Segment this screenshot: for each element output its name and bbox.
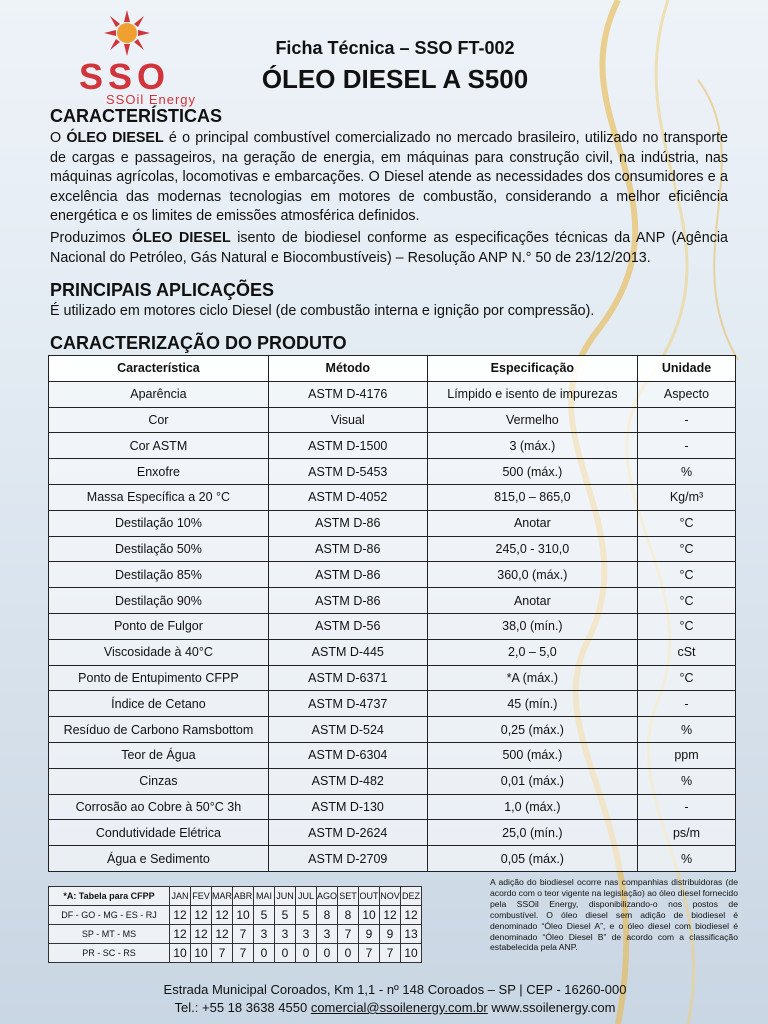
table-cell: 815,0 – 865,0 [427,484,637,510]
cfpp-month-header: MAR [212,887,233,906]
table-row [49,944,422,963]
cfpp-value: 7 [359,944,380,963]
cfpp-value: 7 [233,944,254,963]
biodiesel-note: A adição do biodiesel ocorre nas companhias distribuidoras (de acordo com o teor vigente na legislação) ao óleo diesel fornecido pela SSOil Energy, disponibilizando-o nos postos de combustível. O óleo diesel sem adição de biodiesel é denominado “Óleo Diesel A”, e o óleo diesel com biodiesel é denominado “Óleo Diesel B” de acordo com a classificação estabelecida pela ANP. [490,877,738,953]
table-cell: Anotar [427,510,637,536]
footer-contact [0,1000,768,1015]
table-cell: 2,0 – 5,0 [427,639,637,665]
spec-header-cell: Característica [49,356,269,382]
table-cell: 1,0 (máx.) [427,794,637,820]
table-cell: Água e Sedimento [49,846,269,872]
table-row [49,381,736,407]
cfpp-month-header: DEZ [401,887,422,906]
cfpp-month-header: JUN [275,887,296,906]
cfpp-value: 10 [401,944,422,963]
cfpp-table [48,886,422,963]
table-cell: ASTM D-445 [268,639,427,665]
table-row [49,794,736,820]
table-cell: Cor [49,407,269,433]
table-cell: Cinzas [49,768,269,794]
table-cell: Destilação 85% [49,562,269,588]
table-cell: ASTM D-56 [268,613,427,639]
table-cell: °C [638,588,736,614]
cfpp-value: 12 [170,925,191,944]
footer-address: Estrada Municipal Coroados, Km 1,1 - nº 148 Coroados – SP | CEP - 16260-000 [163,982,627,997]
cfpp-value: 12 [212,925,233,944]
table-cell: 0,01 (máx.) [427,768,637,794]
table-cell: Enxofre [49,459,269,485]
table-cell: Resíduo de Carbono Ramsbottom [49,717,269,743]
table-cell: ASTM D-4737 [268,691,427,717]
table-cell: ASTM D-4052 [268,484,427,510]
cfpp-value: 7 [233,925,254,944]
table-cell: *A (máx.) [427,665,637,691]
cfpp-value: 12 [191,906,212,925]
cfpp-value: 10 [359,906,380,925]
table-cell: 45 (mín.) [427,691,637,717]
table-row [49,510,736,536]
table-cell: - [638,407,736,433]
cfpp-value: 3 [317,925,338,944]
table-cell: ASTM D-2624 [268,820,427,846]
table-row [49,742,736,768]
table-cell: °C [638,510,736,536]
table-cell: cSt [638,639,736,665]
table-cell: ASTM D-6304 [268,742,427,768]
table-row [49,459,736,485]
table-cell: 0,25 (máx.) [427,717,637,743]
cfpp-region-label: SP - MT - MS [49,925,170,944]
cfpp-value: 3 [296,925,317,944]
cfpp-month-header: NOV [380,887,401,906]
cfpp-value: 0 [317,944,338,963]
page-title: ÓLEO DIESEL A S500 [261,64,529,94]
table-cell: ASTM D-86 [268,562,427,588]
table-cell: Destilação 50% [49,536,269,562]
table-cell: - [638,794,736,820]
document-code: Ficha Técnica – SSO FT-002 [275,38,515,58]
table-cell: Cor ASTM [49,433,269,459]
table-cell: ASTM D-86 [268,510,427,536]
cfpp-value: 5 [275,906,296,925]
cfpp-value: 7 [338,925,359,944]
table-cell: Teor de Água [49,742,269,768]
cfpp-month-header: JAN [170,887,191,906]
footer-site[interactable]: www.ssoilenergy.com [491,1000,616,1015]
heading-caracterizacao: CARACTERIZAÇÃO DO PRODUTO [50,333,347,353]
heading-caracteristicas: CARACTERÍSTICAS [50,106,223,126]
table-row [49,846,736,872]
cfpp-value: 9 [380,925,401,944]
table-row [49,433,736,459]
cfpp-value: 12 [191,925,212,944]
table-cell: ppm [638,742,736,768]
cfpp-value: 0 [275,944,296,963]
table-cell: °C [638,665,736,691]
table-cell: ASTM D-5453 [268,459,427,485]
table-row [49,768,736,794]
cfpp-value: 8 [317,906,338,925]
cfpp-value: 7 [380,944,401,963]
table-cell: °C [638,536,736,562]
table-cell: 25,0 (mín.) [427,820,637,846]
logo-brand: SSO [79,56,171,97]
table-cell: ASTM D-482 [268,768,427,794]
table-cell: - [638,433,736,459]
cfpp-month-header: MAI [254,887,275,906]
table-row [49,665,736,691]
cfpp-month-header: FEV [191,887,212,906]
table-cell: ASTM D-2709 [268,846,427,872]
table-cell: Destilação 10% [49,510,269,536]
table-cell: 38,0 (mín.) [427,613,637,639]
table-cell: % [638,717,736,743]
table-cell: °C [638,562,736,588]
table-cell: ASTM D-86 [268,588,427,614]
table-cell: Visual [268,407,427,433]
table-cell: % [638,846,736,872]
cfpp-caption: *A: Tabela para CFPP [49,887,170,906]
cfpp-value: 10 [170,944,191,963]
cfpp-month-header: ABR [233,887,254,906]
table-cell: Ponto de Fulgor [49,613,269,639]
table-cell: ASTM D-130 [268,794,427,820]
cfpp-value: 13 [401,925,422,944]
cfpp-region-label: PR - SC - RS [49,944,170,963]
footer-email-link[interactable]: comercial@ssoilenergy.com.br [310,1000,488,1015]
cfpp-value: 10 [191,944,212,963]
table-cell: ps/m [638,820,736,846]
table-cell: Viscosidade à 40°C [49,639,269,665]
table-row [49,407,736,433]
table-cell: 245,0 - 310,0 [427,536,637,562]
paragraph-caracteristicas-1: O ÓLEO DIESEL é o principal combustível comercializado no mercado brasileiro, utilizado no transporte de cargas e passageiros, na geração de energia, em máquinas para construção civil, na indústria, nas máquinas agrícolas, locomotivas e embarcações. O Diesel atende as necessidades dos consumidores e a excelência das modernas tecnologias em motores de combustão, considerando a melhor eficiência energética e os limites de emissões atmosférica definidos. [50,130,729,224]
spec-header-cell: Especificação [427,356,637,382]
table-row [49,906,422,925]
cfpp-month-header: OUT [359,887,380,906]
table-cell: ASTM D-1500 [268,433,427,459]
table-cell: °C [638,613,736,639]
table-cell: ASTM D-524 [268,717,427,743]
cfpp-value: 12 [380,906,401,925]
table-cell: 500 (máx.) [427,459,637,485]
table-cell: Kg/m³ [638,484,736,510]
cfpp-value: 0 [296,944,317,963]
table-cell: Aparência [49,381,269,407]
spec-table [48,355,736,872]
table-cell: Destilação 90% [49,588,269,614]
table-row [49,562,736,588]
cfpp-value: 7 [212,944,233,963]
table-cell: Límpido e isento de impurezas [427,381,637,407]
cfpp-month-header: SET [338,887,359,906]
paragraph-aplicacoes: É utilizado em motores ciclo Diesel (de combustão interna e ignição por compressão). [50,303,595,319]
cfpp-value: 0 [254,944,275,963]
table-cell: - [638,691,736,717]
table-cell: ASTM D-86 [268,536,427,562]
table-cell: 3 (máx.) [427,433,637,459]
table-row [49,820,736,846]
cfpp-value: 12 [212,906,233,925]
footer-phone: Tel.: +55 18 3638 4550 [174,1000,308,1015]
table-row [49,639,736,665]
table-row [49,717,736,743]
table-cell: Anotar [427,588,637,614]
table-row [49,484,736,510]
cfpp-value: 0 [338,944,359,963]
table-row [49,613,736,639]
logo-subtitle: SSOil Energy [106,92,197,107]
cfpp-value: 5 [254,906,275,925]
table-cell: Vermelho [427,407,637,433]
cfpp-month-header: AGO [317,887,338,906]
table-cell: 360,0 (máx.) [427,562,637,588]
table-row [49,588,736,614]
table-row [49,925,422,944]
heading-aplicacoes: PRINCIPAIS APLICAÇÕES [50,280,275,300]
table-cell: Aspecto [638,381,736,407]
table-cell: ASTM D-4176 [268,381,427,407]
table-cell: Índice de Cetano [49,691,269,717]
cfpp-value: 3 [275,925,296,944]
table-cell: 500 (máx.) [427,742,637,768]
cfpp-value: 5 [296,906,317,925]
cfpp-value: 8 [338,906,359,925]
cfpp-value: 10 [233,906,254,925]
spec-header-cell: Unidade [638,356,736,382]
table-cell: Condutividade Elétrica [49,820,269,846]
table-cell: % [638,768,736,794]
table-row [49,691,736,717]
table-cell: % [638,459,736,485]
table-cell: 0,05 (máx.) [427,846,637,872]
table-row [49,536,736,562]
cfpp-value: 3 [254,925,275,944]
spec-header-cell: Método [268,356,427,382]
cfpp-value: 12 [170,906,191,925]
cfpp-value: 12 [401,906,422,925]
paragraph-caracteristicas-2: Produzimos ÓLEO DIESEL isento de biodiesel conforme as especificações técnicas da ANP (Agência Nacional do Petróleo, Gás Natural e Biocombustíveis) – Resolução ANP N.° 50 de 23/12/2013. [50,230,728,266]
table-cell: Ponto de Entupimento CFPP [49,665,269,691]
cfpp-region-label: DF - GO - MG - ES - RJ [49,906,170,925]
cfpp-value: 9 [359,925,380,944]
table-cell: Corrosão ao Cobre à 50°C 3h [49,794,269,820]
table-cell: ASTM D-6371 [268,665,427,691]
table-cell: Massa Específica a 20 °C [49,484,269,510]
cfpp-month-header: JUL [296,887,317,906]
